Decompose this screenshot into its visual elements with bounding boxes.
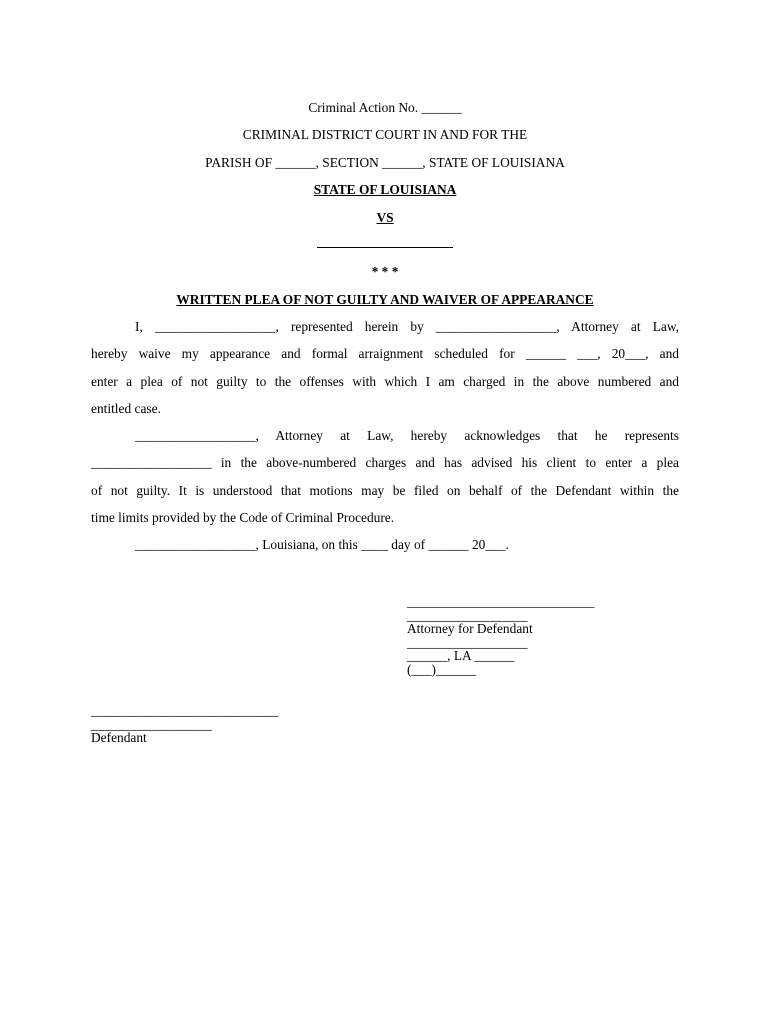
section-separator-stars: * * * <box>371 264 399 279</box>
acknowledgement-line-4: time limits provided by the Code of Criminal Procedure. <box>91 509 395 525</box>
acknowledgement-line-3: of not guilty. It is understood that motions may be filed on behalf of the Defendant within the <box>91 482 679 498</box>
plaintiff-name: STATE OF LOUISIANA <box>313 182 457 197</box>
attorney-acknowledgement-paragraph <box>91 422 679 531</box>
attorney-signature-block <box>407 595 594 676</box>
attorney-signature-line-2: __________________ <box>407 607 528 623</box>
attorney-signature-label: Attorney for Defendant <box>407 621 533 636</box>
defendant-signature-block <box>91 704 278 745</box>
versus-label: VS <box>376 210 394 225</box>
parish-section-state: PARISH OF ______, SECTION ______, STATE OF LOUISIANA <box>205 155 565 170</box>
attorney-phone: (___)______ <box>407 661 477 677</box>
date-location-paragraph <box>91 531 679 558</box>
acknowledgement-line-2: __________________ in the above-numbered charges and has advised his client to enter a plea <box>91 455 679 471</box>
plea-line-3: enter a plea of not guilty to the offenses with which I am charged in the above numbered and <box>91 373 679 389</box>
criminal-action-number: Criminal Action No. ______ <box>308 100 462 115</box>
attorney-address-line: __________________ <box>407 634 528 650</box>
date-location-line: __________________, Louisiana, on this ____ day of ______ 20___. <box>135 537 509 552</box>
acknowledgement-line-1: __________________, Attorney at Law, hereby acknowledges that he represents <box>135 428 679 443</box>
defendant-signature-line-1: ____________________________ <box>91 703 279 718</box>
plea-line-2: hereby waive my appearance and formal arraignment scheduled for ______ ___, 20___, and <box>91 346 679 362</box>
defendant-name-blank-line <box>317 247 453 248</box>
defendant-signature-label: Defendant <box>91 730 147 745</box>
attorney-city-state-zip: ______, LA ______ <box>407 648 515 663</box>
attorney-signature-line-1: ____________________________ <box>407 594 595 609</box>
plea-paragraph <box>91 313 679 422</box>
plea-line-1: I, __________________, represented herein by __________________, Attorney at Law, <box>135 319 679 334</box>
plea-line-4: entitled case. <box>91 400 161 416</box>
court-name: CRIMINAL DISTRICT COURT IN AND FOR THE <box>242 127 528 142</box>
defendant-signature-line-2: __________________ <box>91 716 212 732</box>
document-title: WRITTEN PLEA OF NOT GUILTY AND WAIVER OF APPEARANCE <box>176 292 594 307</box>
